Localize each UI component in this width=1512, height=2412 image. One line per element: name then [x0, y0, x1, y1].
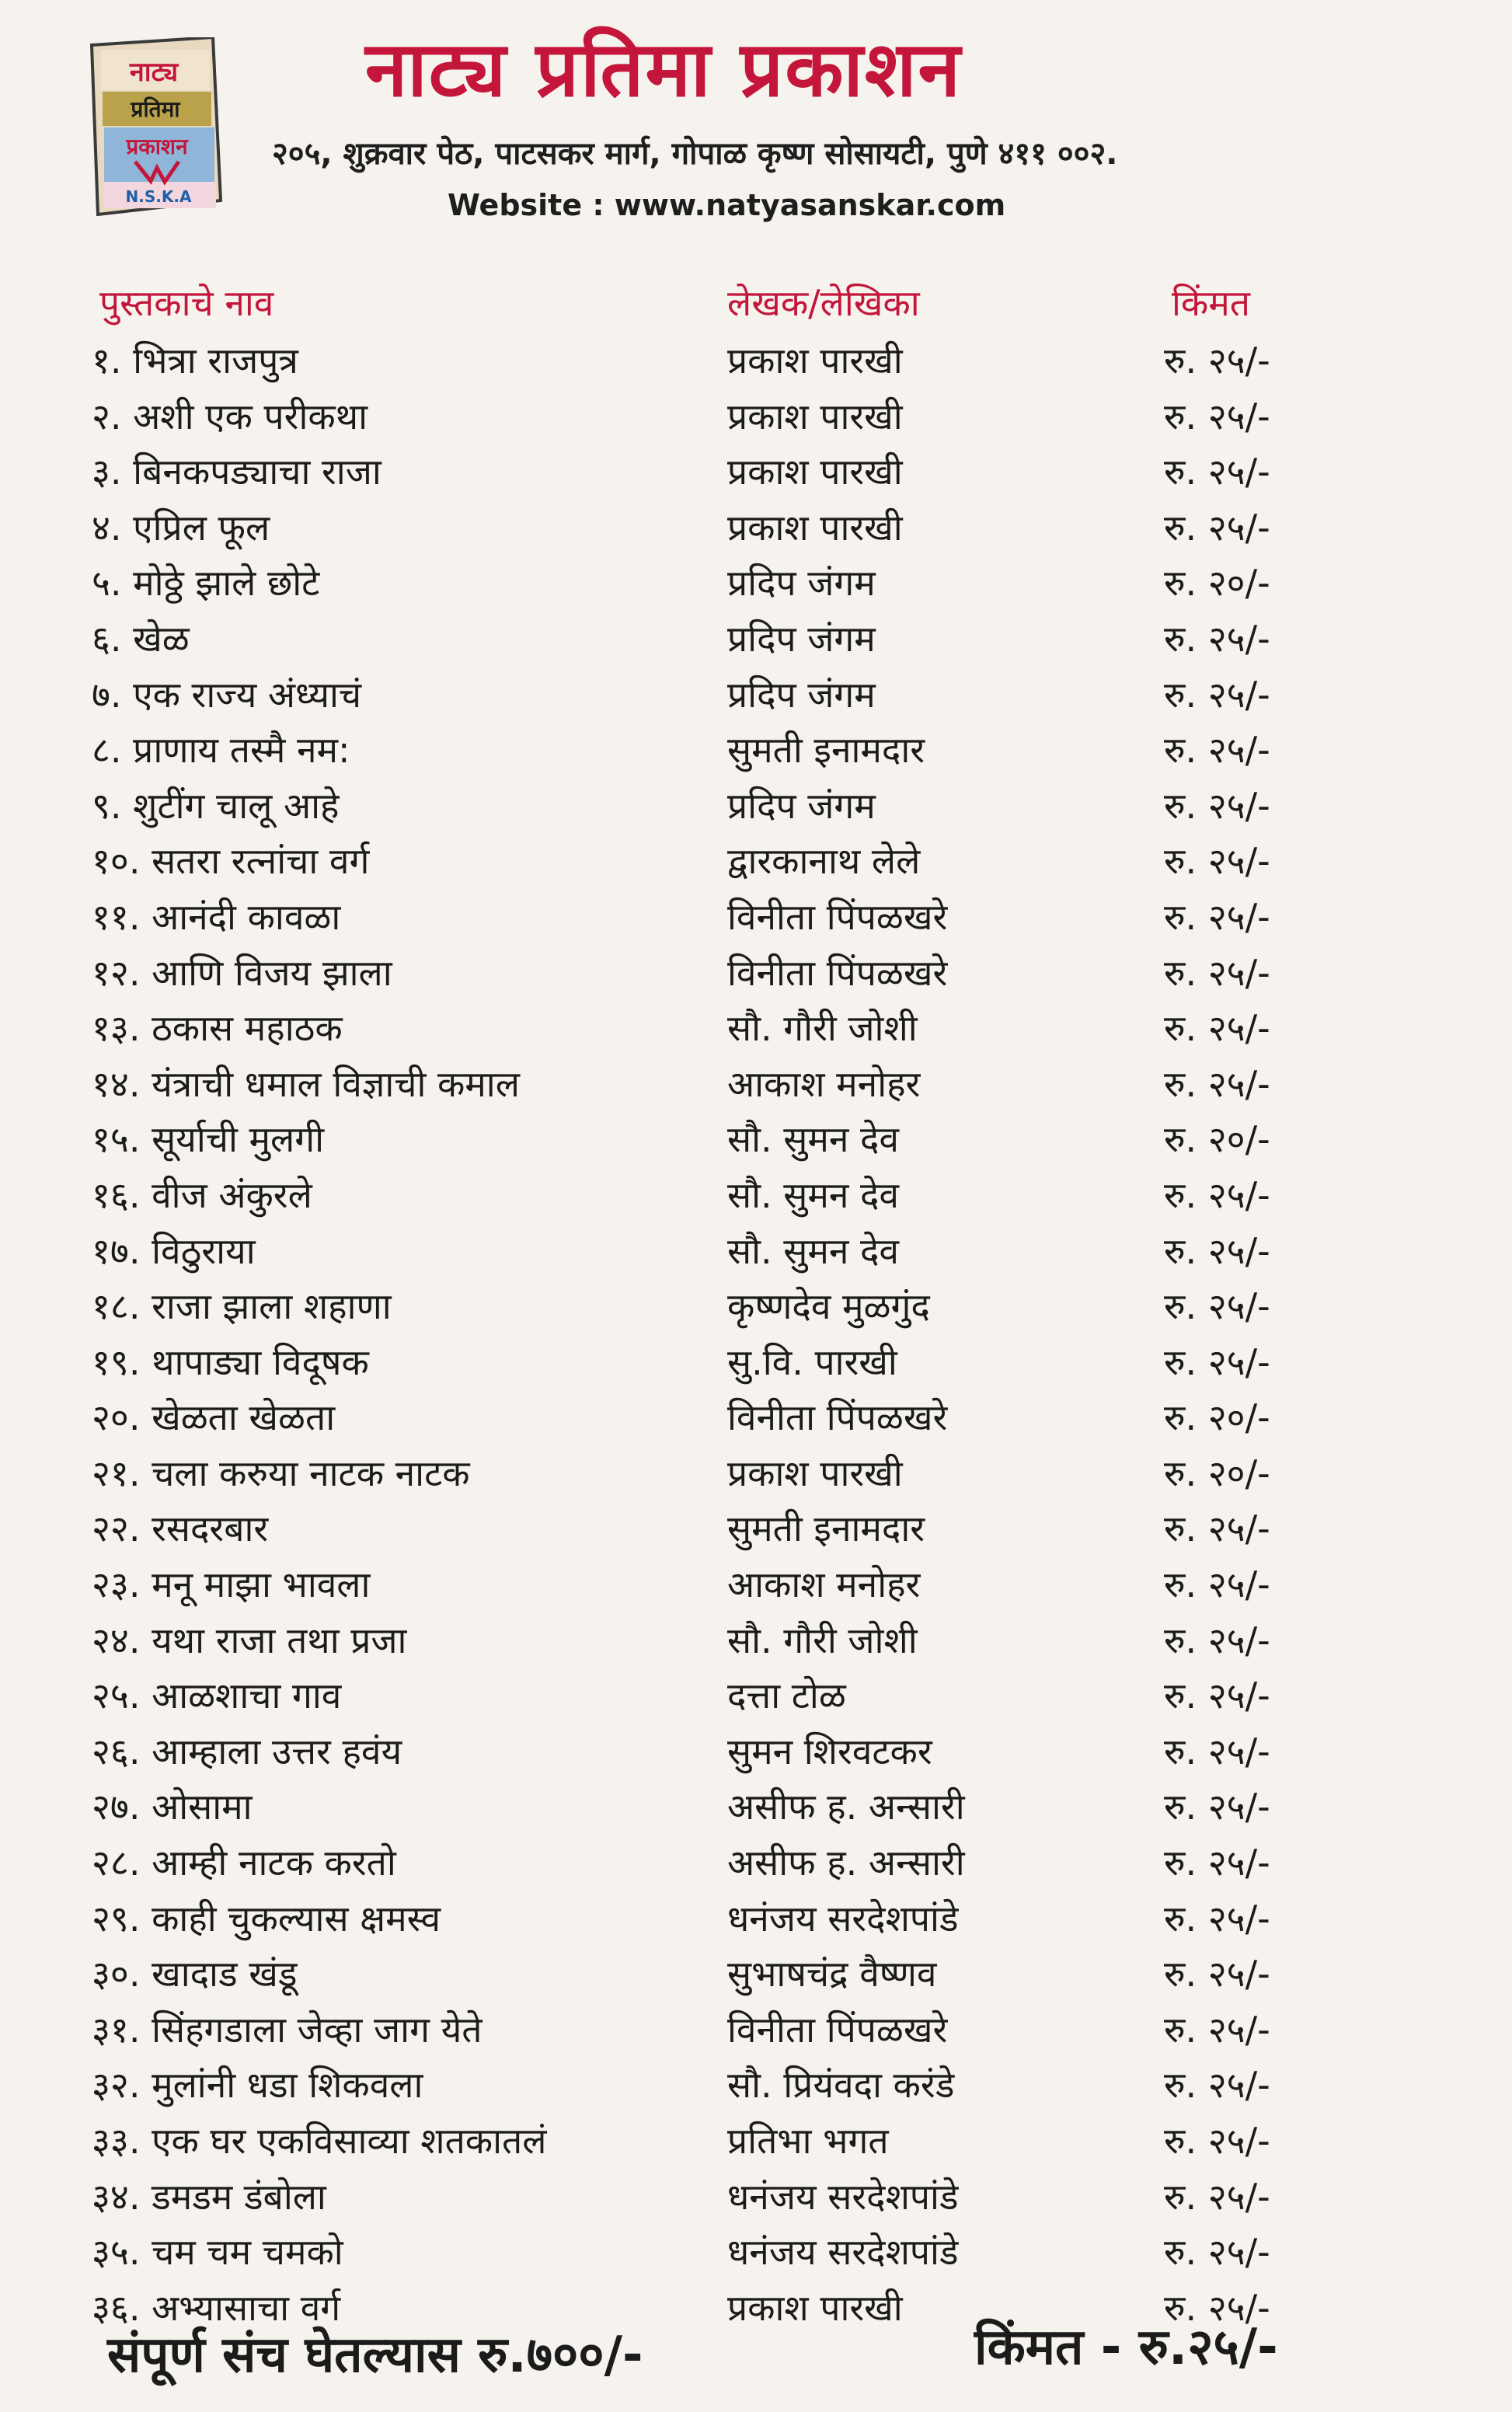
book-author: सौ. गौरी जोशी [727, 1007, 918, 1050]
book-author: धनंजय सरदेशपांडे [727, 2231, 959, 2274]
book-title: २१. चला करुया नाटक नाटक [92, 1452, 470, 1494]
book-price: रु. २५/- [1164, 673, 1270, 716]
book-author: प्रदिप जंगम [727, 673, 876, 716]
book-title: ३. बिनकपड्याचा राजा [92, 451, 381, 493]
book-row [0, 1164, 1512, 1220]
book-row [0, 552, 1512, 608]
book-row [0, 1386, 1512, 1442]
book-price: रु. २५/- [1164, 617, 1270, 660]
book-author: सुमती इनामदार [727, 1508, 925, 1550]
book-price: रु. २५/- [1164, 2064, 1270, 2107]
book-price: रु. २५/- [1164, 2286, 1270, 2329]
book-row [0, 1943, 1512, 1999]
book-title: ३०. खादाड खंडू [92, 1953, 298, 1995]
book-author: कृष्णदेव मुळगुंद [727, 1285, 930, 1328]
book-row [0, 1832, 1512, 1887]
book-title: १७. विठुराया [92, 1229, 256, 1272]
book-title: ३५. चम चम चमको [92, 2231, 343, 2274]
book-title: २४. यथा राजा तथा प्रजा [92, 1619, 407, 1661]
book-title: ११. आनंदी कावळा [92, 895, 341, 938]
book-row [0, 1275, 1512, 1331]
book-title: १५. सूर्याची मुलगी [92, 1118, 325, 1161]
book-price: रु. २०/- [1164, 1118, 1270, 1161]
book-row [0, 2221, 1512, 2277]
book-price: रु. २५/- [1164, 1619, 1270, 1661]
book-row [0, 1887, 1512, 1943]
book-title: १४. यंत्राची धमाल विज्ञाची कमाल [92, 1062, 520, 1105]
book-title: ४. एप्रिल फूल [92, 506, 270, 549]
book-row [0, 886, 1512, 942]
column-header-price: किंमत [1172, 282, 1250, 324]
book-price: रु. २५/- [1164, 951, 1270, 994]
book-title: ३३. एक घर एकविसाव्या शतकातलं [92, 2120, 547, 2162]
book-row [0, 664, 1512, 720]
book-price: रु. २५/- [1164, 895, 1270, 938]
book-title: ३६. अभ्यासाचा वर्ग [92, 2286, 341, 2329]
book-title: ३४. डमडम डंबोला [92, 2175, 326, 2218]
book-author: सौ. गौरी जोशी [727, 1619, 918, 1661]
book-row [0, 1108, 1512, 1164]
logo-text-3: प्रकाशन [126, 134, 188, 159]
book-author: सौ. प्रियंवदा करंडे [727, 2064, 955, 2107]
book-price: रु. २५/- [1164, 340, 1270, 382]
book-author: सौ. सुमन देव [727, 1173, 900, 1216]
book-author: सुभाषचंद्र वैष्णव [727, 1953, 937, 1995]
book-author: विनीता पिंपळखरे [727, 2008, 948, 2051]
book-author: प्रकाश पारखी [727, 2286, 903, 2329]
book-title: १०. सतरा रत्नांचा वर्ग [92, 840, 370, 883]
book-price: रु. २५/- [1164, 1173, 1270, 1216]
book-row [0, 329, 1512, 385]
book-price: रु. २५/- [1164, 451, 1270, 493]
book-row [0, 1609, 1512, 1665]
book-author: प्रदिप जंगम [727, 562, 876, 605]
book-author: विनीता पिंपळखरे [727, 951, 948, 994]
book-title: २. अशी एक परीकथा [92, 395, 368, 437]
book-price: रु. २५/- [1164, 1897, 1270, 1940]
book-author: विनीता पिंपळखरे [727, 895, 948, 938]
book-author: प्रकाश पारखी [727, 506, 903, 549]
price-each: किंमत - रु.२५/- [974, 2319, 1278, 2376]
book-author: प्रतिभा भगत [727, 2120, 889, 2162]
column-header-title: पुस्तकाचे नाव [99, 282, 274, 324]
book-title: २५. आळशाचा गाव [92, 1675, 342, 1717]
book-title: ७. एक राज्य अंध्याचं [92, 673, 362, 716]
book-author: प्रदिप जंगम [727, 617, 876, 660]
book-title: ८. प्राणाय तस्मै नम: [92, 729, 350, 772]
book-row [0, 997, 1512, 1053]
book-price: रु. २५/- [1164, 1508, 1270, 1550]
book-row [0, 1331, 1512, 1387]
book-price: रु. २५/- [1164, 1340, 1270, 1383]
book-author: आकाश मनोहर [727, 1563, 921, 1606]
book-row [0, 2054, 1512, 2110]
book-author: प्रकाश पारखी [727, 451, 903, 493]
book-row [0, 1220, 1512, 1276]
book-row [0, 830, 1512, 886]
full-set-offer: संपूर्ण संच घेतल्यास रु.७००/- [107, 2327, 643, 2384]
book-price: रु. २५/- [1164, 840, 1270, 883]
book-title: २२. रसदरबार [92, 1508, 269, 1550]
book-title: ६. खेळ [92, 617, 190, 660]
book-author: आकाश मनोहर [727, 1062, 921, 1105]
book-price: रु. २५/- [1164, 1007, 1270, 1050]
book-price: रु. २५/- [1164, 1563, 1270, 1606]
book-price: रु. २५/- [1164, 1842, 1270, 1884]
book-row [0, 2166, 1512, 2222]
book-price: रु. २५/- [1164, 2231, 1270, 2274]
book-author: सु.वि. पारखी [727, 1340, 897, 1383]
publisher-website[interactable]: Website : www.natyasanskar.com [448, 188, 1006, 222]
book-row [0, 719, 1512, 775]
book-title: २८. आम्ही नाटक करतो [92, 1842, 396, 1884]
book-title: १३. ठकास महाठक [92, 1007, 343, 1050]
book-row [0, 497, 1512, 552]
book-price: रु. २५/- [1164, 2175, 1270, 2218]
book-row [0, 1776, 1512, 1832]
book-author: असीफ ह. अन्सारी [727, 1842, 965, 1884]
book-row [0, 1999, 1512, 2055]
book-price: रु. २५/- [1164, 2008, 1270, 2051]
book-author: दत्ता टोळ [727, 1675, 846, 1717]
book-author: सौ. सुमन देव [727, 1118, 900, 1161]
book-title: २३. मनू माझा भावला [92, 1563, 371, 1606]
book-row [0, 1720, 1512, 1776]
book-author: प्रकाश पारखी [727, 395, 903, 437]
book-row [0, 385, 1512, 441]
book-price: रु. २५/- [1164, 1062, 1270, 1105]
book-author: धनंजय सरदेशपांडे [727, 2175, 959, 2218]
book-title: २०. खेळता खेळता [92, 1396, 336, 1439]
book-title: १९. थापाड्या विदूषक [92, 1340, 369, 1383]
book-author: विनीता पिंपळखरे [727, 1396, 948, 1439]
book-price: रु. २०/- [1164, 1396, 1270, 1439]
book-price: रु. २०/- [1164, 562, 1270, 605]
book-author: द्वारकानाथ लेले [727, 840, 921, 883]
book-author: असीफ ह. अन्सारी [727, 1786, 965, 1828]
book-author: धनंजय सरदेशपांडे [727, 1897, 959, 1940]
book-price: रु. २५/- [1164, 506, 1270, 549]
book-row [0, 775, 1512, 831]
book-price: रु. २५/- [1164, 1285, 1270, 1328]
book-author: सुमती इनामदार [727, 729, 925, 772]
book-row [0, 1442, 1512, 1498]
book-row [0, 942, 1512, 998]
book-row [0, 1053, 1512, 1109]
book-row [0, 2110, 1512, 2166]
book-price: रु. २५/- [1164, 1675, 1270, 1717]
book-title: १६. वीज अंकुरले [92, 1173, 312, 1216]
book-author: सौ. सुमन देव [727, 1229, 900, 1272]
book-price: रु. २५/- [1164, 784, 1270, 827]
book-price: रु. २०/- [1164, 1452, 1270, 1494]
book-author: प्रदिप जंगम [727, 784, 876, 827]
publisher-logo [81, 37, 228, 216]
book-row [0, 1497, 1512, 1553]
logo-text-4: N.S.K.A [125, 187, 192, 206]
book-row [0, 1664, 1512, 1720]
book-title: ३२. मुलांनी धडा शिकवला [92, 2064, 423, 2107]
book-price: रु. २५/- [1164, 1953, 1270, 1995]
publisher-address: २०५, शुक्रवार पेठ, पाटसकर मार्ग, गोपाळ कृष्ण सोसायटी, पुणे ४११ ००२. [272, 136, 1118, 172]
book-title: १. भित्रा राजपुत्र [92, 340, 298, 382]
book-price: रु. २५/- [1164, 1786, 1270, 1828]
book-title: ९. शुटींग चालू आहे [92, 784, 340, 827]
book-row [0, 1553, 1512, 1609]
book-title: १२. आणि विजय झाला [92, 951, 392, 994]
column-header-author: लेखक/लेखिका [727, 282, 920, 324]
publisher-name: नाट्य प्रतिमा प्रकाशन [365, 26, 962, 114]
book-price: रु. २५/- [1164, 1229, 1270, 1272]
book-price: रु. २५/- [1164, 395, 1270, 437]
logo-text-2: प्रतिमा [131, 96, 180, 122]
book-title: २९. काही चुकल्यास क्षमस्व [92, 1897, 441, 1940]
book-author: प्रकाश पारखी [727, 1452, 903, 1494]
book-title: ५. मोठ्ठे झाले छोटे [92, 562, 320, 605]
book-price: रु. २५/- [1164, 1730, 1270, 1772]
book-author: प्रकाश पारखी [727, 340, 903, 382]
book-title: २७. ओसामा [92, 1786, 253, 1828]
book-title: २६. आम्हाला उत्तर हवंय [92, 1730, 402, 1772]
logo-text-1: नाट्य [129, 57, 179, 88]
book-row [0, 608, 1512, 664]
book-list [0, 329, 1512, 2332]
book-title: ३१. सिंहगडाला जेव्हा जाग येते [92, 2008, 483, 2051]
book-author: सुमन शिरवटकर [727, 1730, 932, 1772]
book-price: रु. २५/- [1164, 2120, 1270, 2162]
book-title: १८. राजा झाला शहाणा [92, 1285, 392, 1328]
book-row [0, 441, 1512, 497]
book-price: रु. २५/- [1164, 729, 1270, 772]
